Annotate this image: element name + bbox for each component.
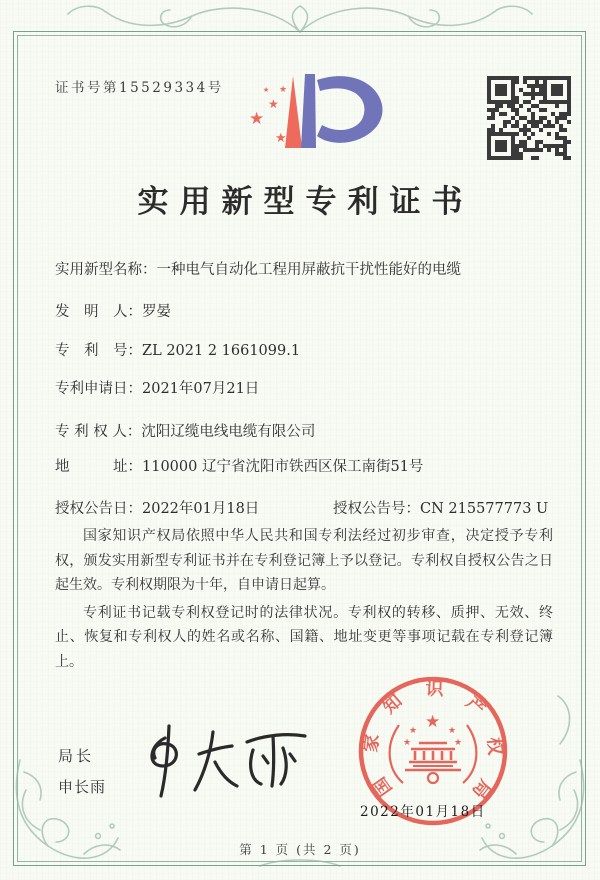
- field-label: 授权公告号：: [333, 501, 420, 517]
- field-label: 实用新型名称：: [55, 262, 157, 278]
- field-row-inventor: [55, 300, 555, 321]
- certificate-number: 证书号第15529334号: [55, 80, 224, 96]
- grant-number-pair: [333, 497, 548, 518]
- field-value: ZL 2021 2 1661099.1: [142, 343, 301, 359]
- legal-text-block: [55, 524, 553, 677]
- seal-national-emblem: [390, 712, 477, 783]
- certificate-title: 实用新型专利证书: [137, 184, 474, 220]
- logo-purple-stem: [301, 74, 316, 148]
- field-label: 专 利 号：: [55, 343, 142, 359]
- field-label: 授权公告日：: [55, 501, 142, 517]
- page-number: 第 1 页 (共 2 页): [239, 842, 361, 857]
- svg-text:★: ★: [454, 738, 463, 748]
- legal-paragraph-1: 国家知识产权局依照中华人民共和国专利法经过初步审查，决定授予专利权，颁发实用新型专利证书并在专利登记簿上予以登记。专利权自授权公告之日起生效。专利权期限为十年，自申请日起算。: [55, 528, 553, 593]
- svg-text:★: ★: [448, 726, 457, 736]
- field-value: 罗晏: [142, 304, 171, 320]
- field-value: 2021年07月21日: [142, 381, 260, 397]
- field-label: 发 明 人：: [55, 304, 142, 320]
- seal-date: 2022年01月18日: [360, 804, 486, 820]
- logo-purple-bowl: [317, 76, 382, 143]
- field-label: 专利申请日：: [55, 381, 142, 397]
- field-row-utility-name: [55, 258, 555, 279]
- director-signature-icon: [135, 720, 325, 805]
- field-row-patent-number: [55, 339, 555, 360]
- director-title: 局长: [58, 747, 95, 765]
- logo-red-wedge: [285, 76, 302, 148]
- field-value: 2022年01月18日: [142, 501, 260, 517]
- svg-text:★: ★: [268, 97, 279, 111]
- field-label: 地 址：: [55, 459, 142, 475]
- legal-paragraph-2: 专利证书记载专利权登记时的法律状况。专利权的转移、质押、无效、终止、恢复和专利权人的姓名或名称、国籍、地址变更等事项记载在专利登记簿上。: [55, 604, 553, 670]
- field-value: CN 215577773 U: [420, 501, 549, 517]
- cnipa-logo-icon: [235, 72, 405, 162]
- svg-text:★: ★: [409, 726, 418, 736]
- field-row-grant-info: [55, 497, 555, 518]
- field-row-address: [55, 455, 555, 476]
- svg-text:★: ★: [403, 738, 412, 748]
- svg-text:★: ★: [263, 86, 270, 94]
- svg-text:★: ★: [249, 109, 265, 129]
- grant-date-pair: [55, 501, 259, 517]
- field-row-filing-date: [55, 377, 555, 398]
- field-value: 沈阳辽缆电线电缆有限公司: [141, 424, 316, 440]
- field-value: 110000 辽宁省沈阳市铁西区保工南街51号: [142, 459, 424, 475]
- logo-stars: [249, 85, 287, 146]
- svg-text:★: ★: [425, 712, 441, 732]
- seal-text-arc: 国家知识产权局: [360, 678, 506, 803]
- director-name: 申长雨: [58, 778, 107, 796]
- qr-code-icon: [487, 76, 571, 160]
- svg-text:★: ★: [279, 85, 288, 95]
- field-row-patentee: [55, 420, 555, 441]
- field-value: 一种电气自动化工程用屏蔽抗干扰性能好的电缆: [156, 262, 461, 278]
- field-label: 专 利 权 人：: [55, 424, 142, 440]
- svg-text:★: ★: [275, 131, 287, 146]
